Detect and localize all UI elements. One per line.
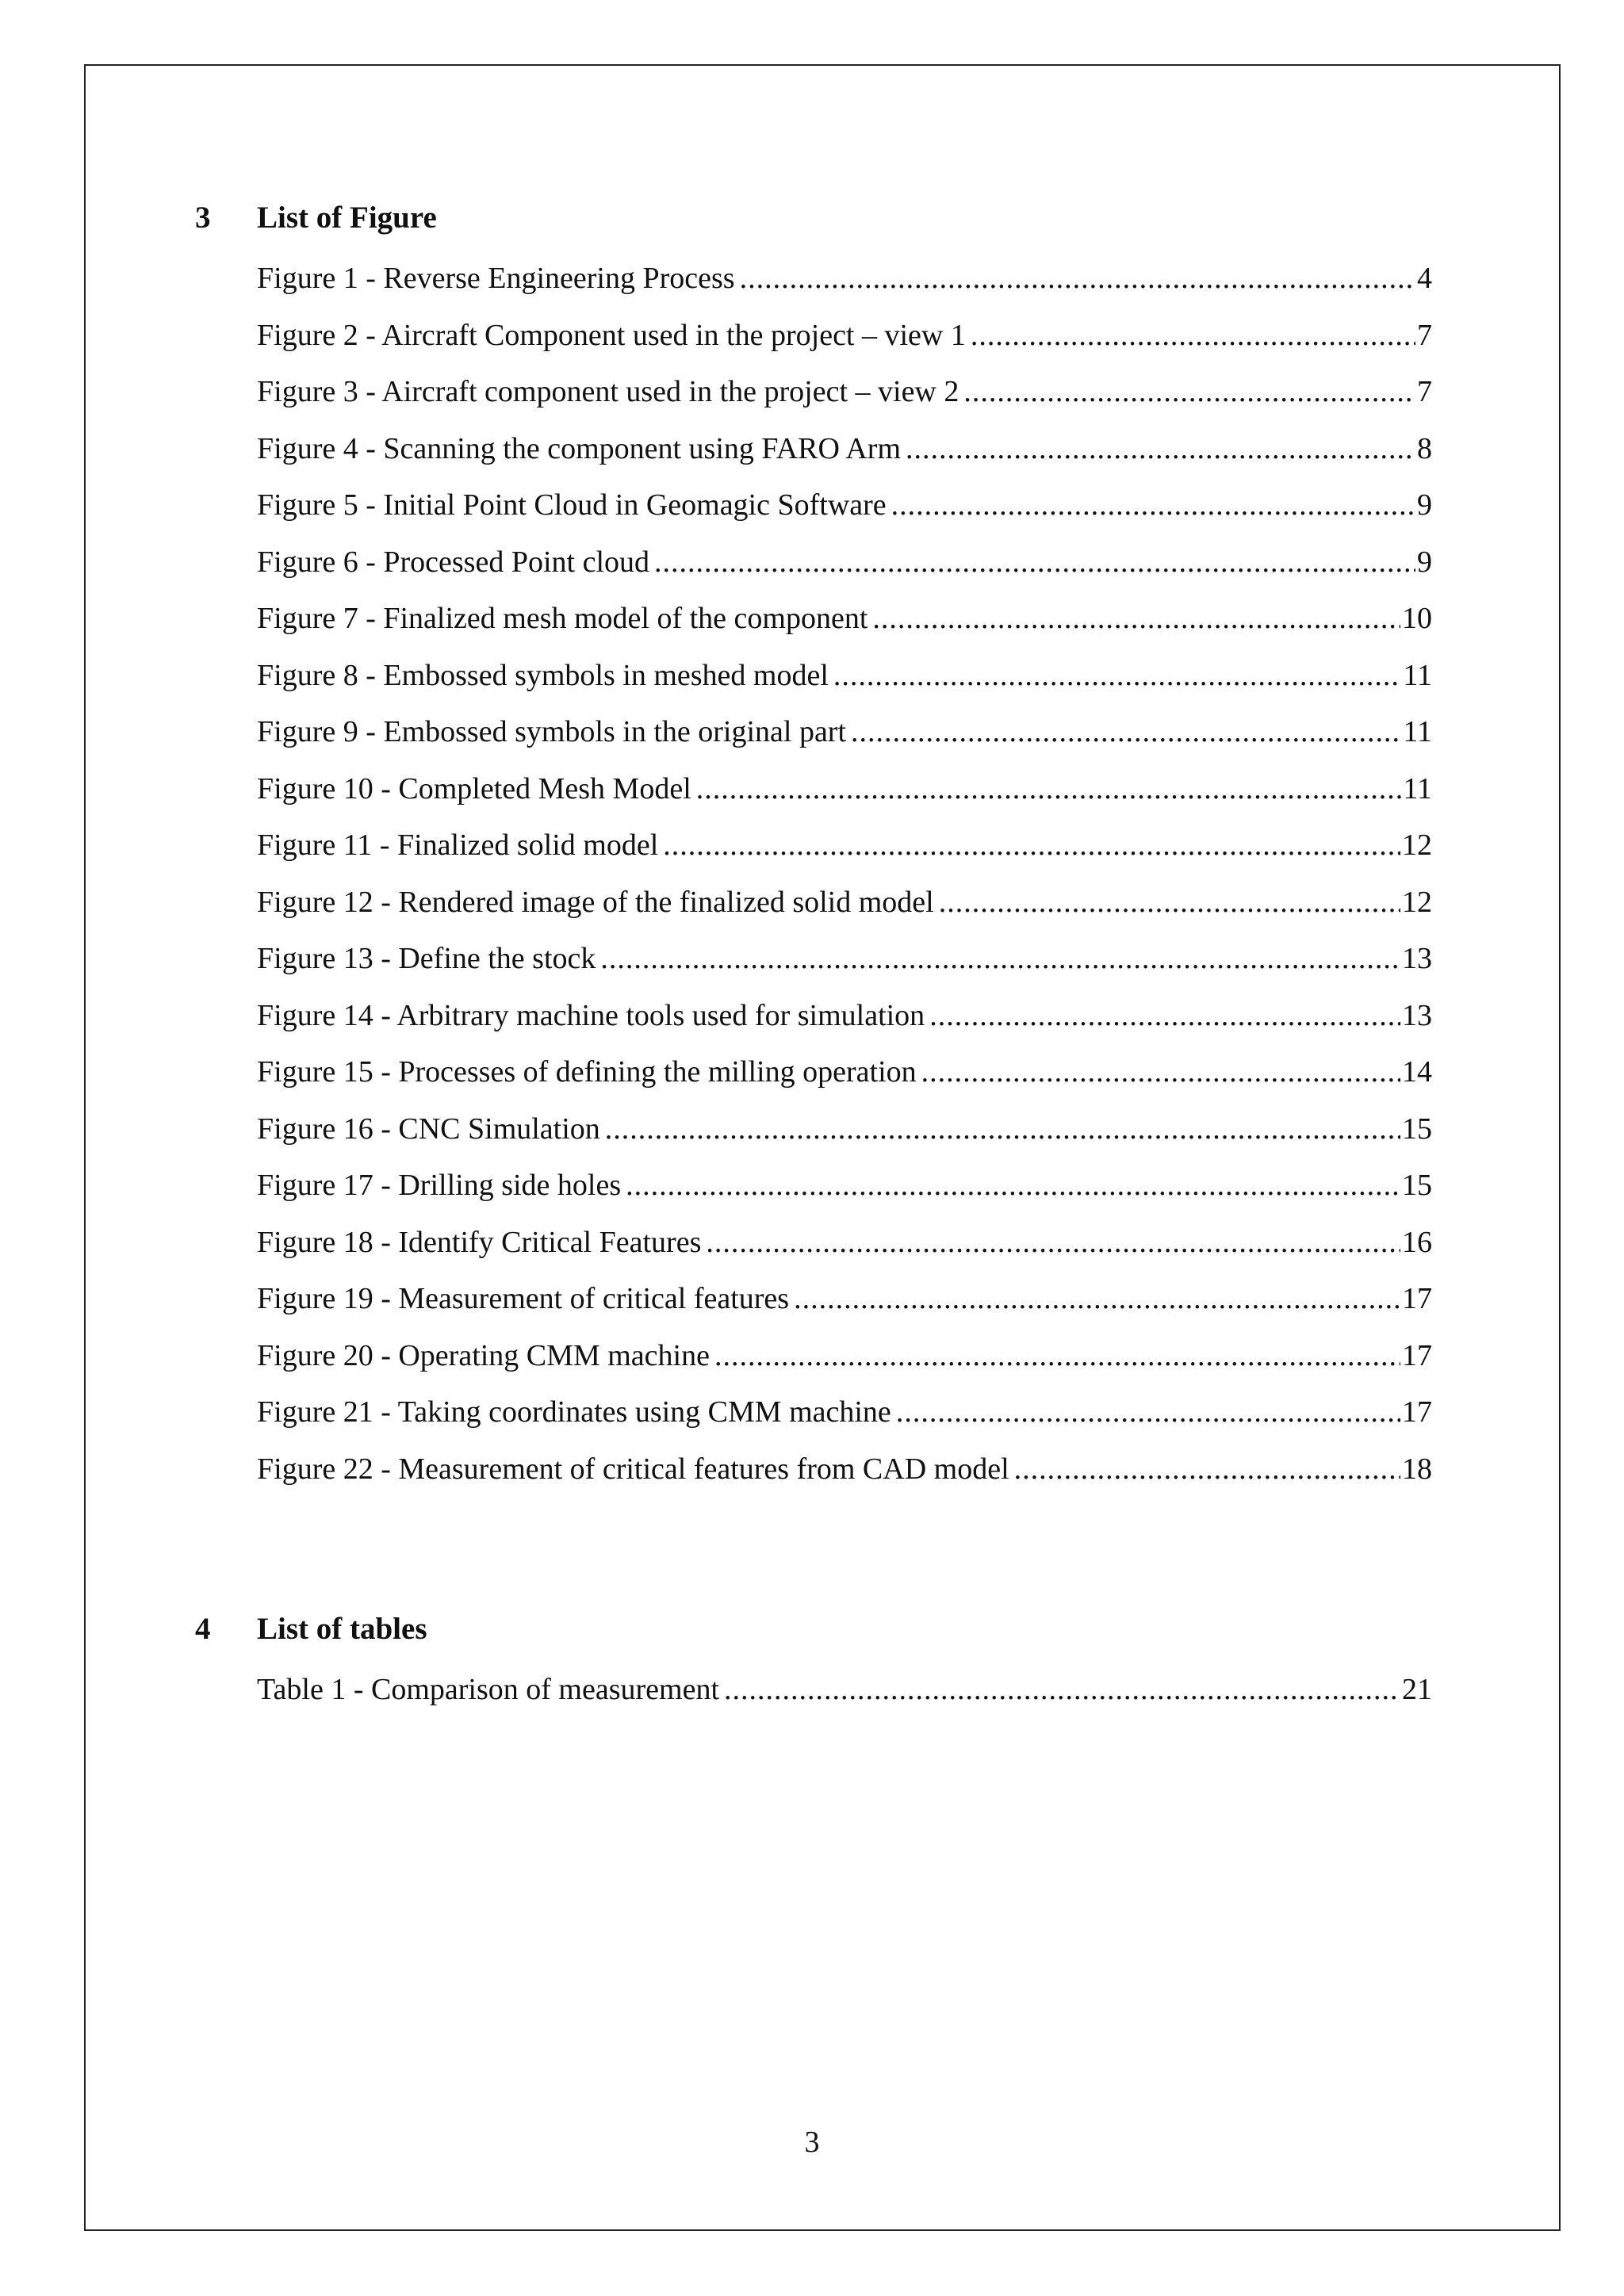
- toc-entry-page: 8: [1417, 431, 1432, 465]
- toc-entry-label: Figure 11 - Finalized solid model: [257, 828, 659, 862]
- toc-entry-label: Figure 5 - Initial Point Cloud in Geomagic Software: [257, 488, 887, 522]
- toc-entry[interactable]: [257, 1384, 1432, 1441]
- toc-entry-label: Figure 21 - Taking coordinates using CMM machine: [257, 1395, 891, 1429]
- toc-entry-page: 12: [1402, 828, 1432, 862]
- dot-leader: [963, 364, 1415, 421]
- dot-leader: [663, 817, 1400, 874]
- toc-entry-page: 16: [1402, 1225, 1432, 1259]
- toc-entry[interactable]: [257, 1044, 1432, 1101]
- dot-leader: [696, 761, 1402, 818]
- dot-leader: [921, 1044, 1400, 1101]
- toc-entry[interactable]: [257, 1441, 1432, 1498]
- toc-entry[interactable]: [257, 931, 1432, 988]
- dot-leader: [794, 1271, 1400, 1328]
- toc-entry[interactable]: [257, 421, 1432, 478]
- list-of-figures-section: [195, 186, 1432, 1498]
- dot-leader: [929, 988, 1400, 1045]
- dot-leader: [906, 421, 1415, 478]
- toc-entry-page: 17: [1402, 1282, 1432, 1315]
- section-title: List of tables: [257, 1612, 427, 1646]
- dot-leader: [833, 648, 1402, 705]
- list-of-tables-section: [195, 1597, 1432, 1719]
- toc-entry-page: 13: [1402, 998, 1432, 1032]
- toc-entry[interactable]: [257, 1158, 1432, 1215]
- toc-entry-page: 21: [1402, 1673, 1432, 1706]
- toc-entry-page: 10: [1402, 602, 1432, 635]
- section-title: List of Figure: [257, 201, 437, 235]
- toc-entry-label: Figure 4 - Scanning the component using FARO Arm: [257, 431, 902, 465]
- toc-entry-page: 15: [1402, 1169, 1432, 1202]
- dot-leader: [971, 308, 1415, 365]
- toc-entry-label: Figure 13 - Define the stock: [257, 942, 596, 975]
- page-number: 3: [804, 2126, 820, 2159]
- toc-entry[interactable]: [257, 364, 1432, 421]
- section-heading: [195, 186, 1432, 251]
- toc-entry-page: 7: [1417, 318, 1432, 352]
- toc-entry[interactable]: [257, 1271, 1432, 1328]
- toc-entry-page: 18: [1402, 1452, 1432, 1486]
- toc-entry[interactable]: [257, 988, 1432, 1045]
- toc-entry[interactable]: [257, 648, 1432, 705]
- toc-entry-page: 15: [1402, 1112, 1432, 1146]
- toc-entry-page: 7: [1417, 375, 1432, 408]
- toc-entry[interactable]: [257, 1662, 1432, 1719]
- toc-entry[interactable]: [257, 761, 1432, 818]
- section-number: 3: [195, 201, 211, 235]
- dot-leader: [714, 1328, 1400, 1385]
- dot-leader: [896, 1384, 1400, 1441]
- toc-entry-page: 14: [1402, 1055, 1432, 1089]
- toc-entry[interactable]: [257, 704, 1432, 761]
- toc-entry[interactable]: [257, 477, 1432, 534]
- dot-leader: [605, 1101, 1400, 1158]
- dot-leader: [706, 1215, 1400, 1272]
- dot-leader: [724, 1662, 1400, 1719]
- toc-entry-label: Figure 2 - Aircraft Component used in the project – view 1: [257, 318, 966, 352]
- toc-entry-page: 11: [1403, 658, 1432, 692]
- dot-leader: [872, 591, 1400, 648]
- section-heading: [195, 1597, 1432, 1662]
- toc-entry-label: Figure 22 - Measurement of critical features from CAD model: [257, 1452, 1009, 1486]
- table-list: [195, 1662, 1432, 1719]
- toc-entry-label: Figure 15 - Processes of defining the milling operation: [257, 1055, 917, 1089]
- dot-leader: [740, 251, 1415, 308]
- toc-entry-label: Figure 12 - Rendered image of the finalized solid model: [257, 885, 934, 919]
- toc-entry-label: Figure 3 - Aircraft component used in the project – view 2: [257, 375, 959, 408]
- toc-entry-label: Figure 17 - Drilling side holes: [257, 1169, 622, 1202]
- dot-leader: [939, 874, 1400, 932]
- dot-leader: [891, 477, 1415, 534]
- section-number: 4: [195, 1612, 211, 1646]
- toc-entry-label: Figure 16 - CNC Simulation: [257, 1112, 600, 1146]
- toc-entry[interactable]: [257, 1215, 1432, 1272]
- toc-entry[interactable]: [257, 591, 1432, 648]
- toc-entry[interactable]: [257, 874, 1432, 932]
- toc-entry-page: 13: [1402, 942, 1432, 975]
- toc-entry[interactable]: [257, 534, 1432, 591]
- toc-entry-label: Figure 6 - Processed Point cloud: [257, 545, 650, 579]
- toc-entry-page: 12: [1402, 885, 1432, 919]
- dot-leader: [600, 931, 1400, 988]
- toc-entry-page: 17: [1402, 1338, 1432, 1372]
- toc-entry[interactable]: [257, 817, 1432, 874]
- toc-entry[interactable]: [257, 1328, 1432, 1385]
- dot-leader: [654, 534, 1415, 591]
- toc-entry-page: 17: [1402, 1395, 1432, 1429]
- toc-entry[interactable]: [257, 308, 1432, 365]
- toc-entry-label: Figure 9 - Embossed symbols in the original part: [257, 715, 847, 748]
- toc-entry-label: Figure 18 - Identify Critical Features: [257, 1225, 702, 1259]
- figure-list: [195, 251, 1432, 1498]
- toc-entry-page: 9: [1417, 488, 1432, 522]
- toc-entry-page: 11: [1403, 771, 1432, 806]
- toc-entry-label: Table 1 - Comparison of measurement: [257, 1673, 720, 1706]
- toc-entry-label: Figure 14 - Arbitrary machine tools used for simulation: [257, 998, 925, 1032]
- dot-leader: [851, 704, 1401, 761]
- toc-entry-label: Figure 19 - Measurement of critical features: [257, 1282, 790, 1315]
- toc-entry-label: Figure 7 - Finalized mesh model of the component: [257, 602, 868, 635]
- toc-entry-page: 11: [1403, 715, 1432, 748]
- toc-entry-page: 9: [1417, 545, 1432, 579]
- toc-entry-label: Figure 8 - Embossed symbols in meshed model: [257, 658, 829, 692]
- toc-entry-label: Figure 1 - Reverse Engineering Process: [257, 262, 735, 295]
- toc-entry-label: Figure 10 - Completed Mesh Model: [257, 771, 691, 806]
- toc-entry[interactable]: [257, 1101, 1432, 1158]
- toc-entry[interactable]: [257, 251, 1432, 308]
- toc-entry-label: Figure 20 - Operating CMM machine: [257, 1338, 710, 1372]
- dot-leader: [1014, 1441, 1400, 1498]
- dot-leader: [626, 1158, 1400, 1215]
- toc-entry-page: 4: [1417, 262, 1432, 295]
